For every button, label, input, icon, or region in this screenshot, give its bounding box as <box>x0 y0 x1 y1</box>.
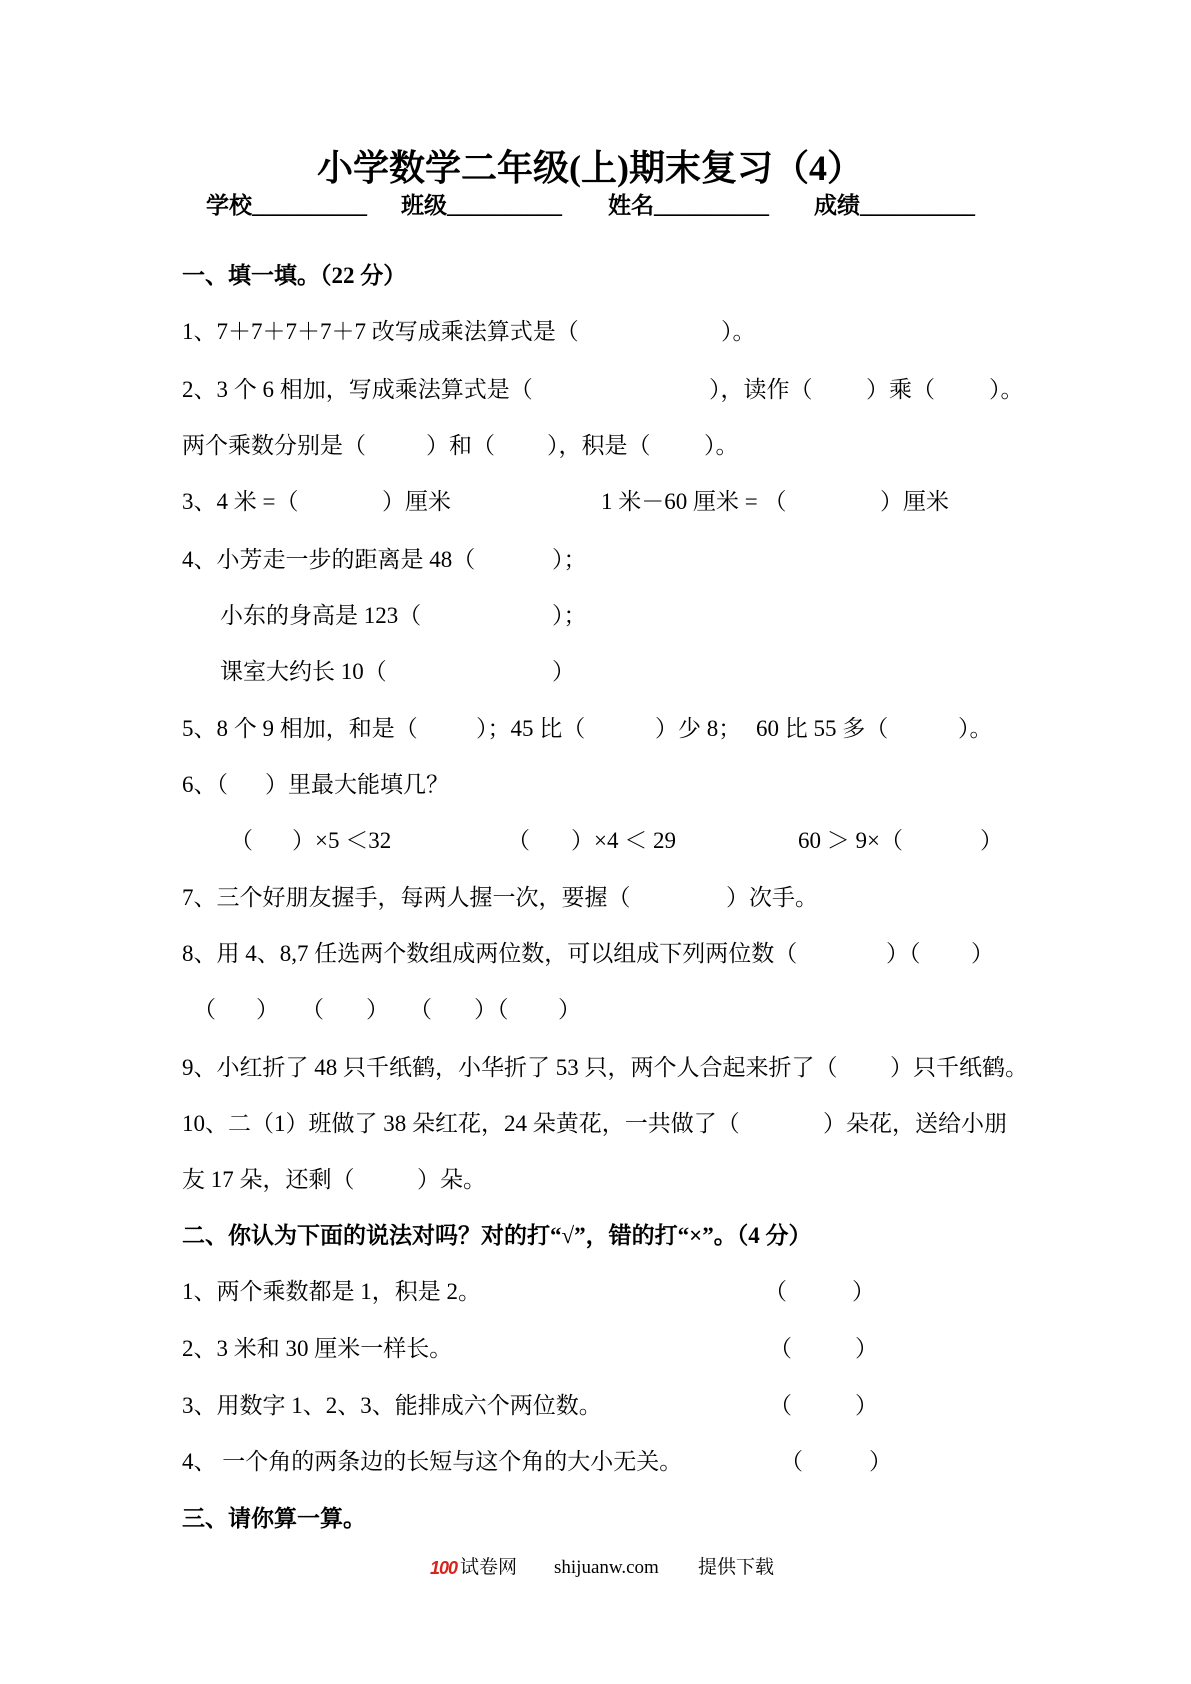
question-text: ）（ <box>886 941 921 966</box>
question-text: 4、小芳走一步的距离是 48（ <box>182 547 476 572</box>
question-text: ） <box>980 828 1003 853</box>
question-text: ）。 <box>704 433 739 458</box>
name-field: 姓名__________ <box>608 193 769 218</box>
question-text: ）和（ <box>426 433 495 458</box>
question-text: ）。 <box>721 319 756 344</box>
section-2-header <box>0 1221 1191 1251</box>
question-text: ）×4 ＜ 29 <box>571 828 676 853</box>
question-text: ）朵。 <box>417 1167 486 1192</box>
question-text: 8、用 4、8,7 任选两个数组成两位数，可以组成下列两位数（ <box>182 941 798 966</box>
judgement-1 <box>0 1277 1191 1307</box>
answer-bracket-close: ） <box>869 1449 892 1474</box>
question-text: ） <box>366 997 389 1022</box>
judgement-2 <box>0 1334 1191 1364</box>
question-1-8-blanks <box>0 995 1191 1025</box>
question-text: ）。 <box>989 377 1024 402</box>
question-text: ），读作（ <box>709 377 813 402</box>
question-1-2 <box>0 375 1191 405</box>
question-text: ） <box>256 997 279 1022</box>
question-text: ）里最大能填几？ <box>265 772 449 797</box>
question-text: 60 比 55 多（ <box>756 716 889 741</box>
page-footer <box>0 1556 1191 1580</box>
class-field: 班级__________ <box>401 193 562 218</box>
answer-bracket-open: （ <box>764 1279 787 1304</box>
question-text: ）。 <box>958 716 993 741</box>
question-text: ） <box>552 659 575 684</box>
question-text: ）； <box>552 603 587 628</box>
question-text: ），积是（ <box>547 433 651 458</box>
question-1-4 <box>0 545 1191 575</box>
question-text: 9、小红折了 48 只千纸鹤，小华折了 53 只，两个人合起来折了（ <box>182 1055 838 1080</box>
section-1-title: 一、填一填。（22 分） <box>182 263 407 288</box>
question-text: 3、4 米 =（ <box>182 489 299 514</box>
question-text: ） <box>971 941 994 966</box>
section-2-title: 二、你认为下面的说法对吗？对的打“√”，错的打“×”。（4 分） <box>182 1223 812 1248</box>
site-logo: 100 <box>430 1558 458 1578</box>
statement-text: 4、 一个角的两条边的长短与这个角的大小无关。 <box>182 1449 683 1474</box>
question-text: 1、7＋7＋7＋7＋7 改写成乘法算式是（ <box>182 319 579 344</box>
question-1-4-part-3 <box>0 657 1191 687</box>
question-text: ）（ <box>474 997 509 1022</box>
question-text: ）；45 比（ <box>476 716 586 741</box>
question-text: ）； <box>552 547 587 572</box>
question-1-4-part-2 <box>0 601 1191 631</box>
question-text: 2、3 个 6 相加，写成乘法算式是（ <box>182 377 533 402</box>
question-1-2-continued <box>0 431 1191 461</box>
question-text: （ <box>507 828 530 853</box>
question-text: 1 米－60 厘米 = （ <box>601 489 787 514</box>
question-text: 小东的身高是 123（ <box>220 603 422 628</box>
question-1-10 <box>0 1109 1191 1139</box>
section-1-header <box>0 261 1191 291</box>
score-field: 成绩__________ <box>814 193 975 218</box>
question-text: 60 ＞ 9×（ <box>798 828 903 853</box>
question-text: ）厘米 <box>880 489 949 514</box>
answer-bracket-open: （ <box>769 1336 792 1361</box>
question-1-1 <box>0 317 1191 347</box>
statement-text: 2、3 米和 30 厘米一样长。 <box>182 1336 453 1361</box>
question-1-5 <box>0 714 1191 744</box>
answer-bracket-open: （ <box>769 1393 792 1418</box>
question-text: 5、8 个 9 相加，和是（ <box>182 716 418 741</box>
page-title: 小学数学二年级(上)期末复习（4） <box>317 148 863 188</box>
answer-bracket-close: ） <box>855 1393 878 1418</box>
question-text: ）只千纸鹤。 <box>890 1055 1028 1080</box>
question-text: ）朵花，送给小朋 <box>823 1111 1007 1136</box>
site-name: 试卷网 <box>460 1557 518 1578</box>
question-1-6-inequalities <box>0 826 1191 856</box>
statement-text: 3、用数字 1、2、3、能排成六个两位数。 <box>182 1393 602 1418</box>
question-text: 10、二（1）班做了 38 朵红花，24 朵黄花，一共做了（ <box>182 1111 740 1136</box>
question-text: 课室大约长 10（ <box>220 659 387 684</box>
question-text: 7、三个好朋友握手，每两人握一次，要握（ <box>182 885 631 910</box>
question-text: （ <box>193 997 216 1022</box>
question-text: （ <box>409 997 432 1022</box>
section-3-header <box>0 1504 1191 1534</box>
question-text: ）乘（ <box>866 377 935 402</box>
site-domain: shijuanw.com <box>554 1557 659 1578</box>
answer-bracket-close: ） <box>852 1279 875 1304</box>
question-text: （ <box>230 828 253 853</box>
answer-bracket-open: （ <box>780 1449 803 1474</box>
school-field: 学校__________ <box>206 193 367 218</box>
question-text: ）厘米 <box>382 489 451 514</box>
question-text: 6、（ <box>182 772 228 797</box>
question-text: ）次手。 <box>726 885 818 910</box>
question-text: ）少 8； <box>655 716 742 741</box>
question-1-6 <box>0 770 1191 800</box>
statement-text: 1、两个乘数都是 1，积是 2。 <box>182 1279 481 1304</box>
question-1-9 <box>0 1053 1191 1083</box>
question-text: ）×5 ＜32 <box>292 828 392 853</box>
judgement-4 <box>0 1447 1191 1477</box>
judgement-3 <box>0 1391 1191 1421</box>
question-text: ） <box>558 997 581 1022</box>
answer-bracket-close: ） <box>855 1336 878 1361</box>
section-3-title: 三、请你算一算。 <box>182 1506 366 1531</box>
question-text: 友 17 朵，还剩（ <box>182 1167 355 1192</box>
question-text: （ <box>301 997 324 1022</box>
question-1-7 <box>0 883 1191 913</box>
download-note: 提供下载 <box>698 1557 775 1578</box>
question-1-10-continued <box>0 1165 1191 1195</box>
question-text: 两个乘数分别是（ <box>182 433 366 458</box>
question-1-8 <box>0 939 1191 969</box>
question-1-3 <box>0 487 1191 517</box>
